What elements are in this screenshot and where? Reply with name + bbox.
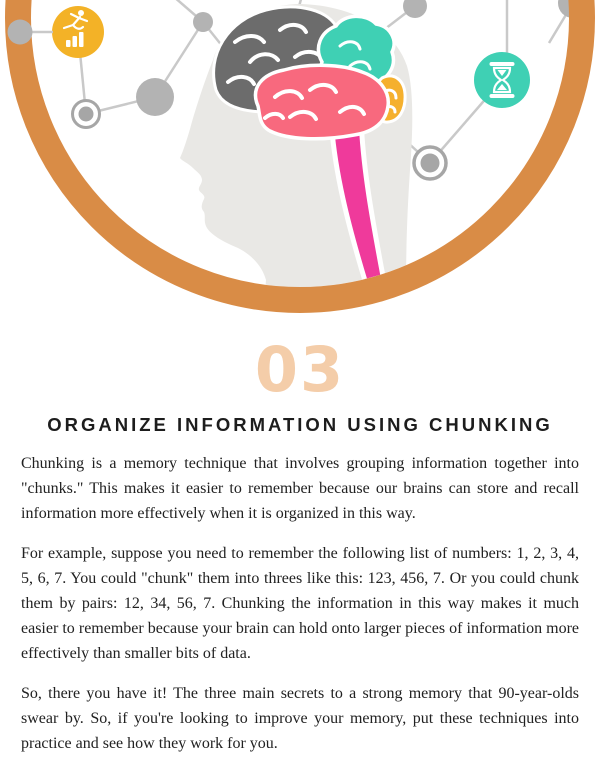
ring-node <box>73 101 100 128</box>
brain-temporal-lobe <box>256 65 389 138</box>
growth-runner-icon <box>52 6 104 58</box>
ring-node <box>414 147 446 179</box>
hourglass-icon <box>474 52 530 108</box>
network-node <box>193 12 213 32</box>
network-node <box>403 0 427 18</box>
step-number: 03 <box>254 333 346 406</box>
network-node <box>136 78 174 116</box>
paragraph-chunking-intro: Chunking is a memory technique that involves grouping information together into "chunks." This makes it easier to remember because our brains can store and recall information more effectively when it is organized in this way. <box>21 455 579 522</box>
hero-illustration <box>0 0 600 330</box>
paragraph-chunking-example: For example, suppose you need to remember the following list of numbers: 1, 2, 3, 4, 5, 6, 7. You could "chunk" them into threes like this: 123, 456, 7. Or you could chunk them by pairs: 12, 34, 56, 7. Chunking the information in this way makes it much easier to remember because your brain can hold onto larger pieces of information more effectively than smaller bits of data. <box>21 545 579 662</box>
paragraph-conclusion: So, there you have it! The three main secrets to a strong memory that 90-year-olds swear by. So, if you're looking to improve your memory, put these techniques into practice and see how they work for you. <box>21 685 579 752</box>
body-text <box>0 451 600 756</box>
brain-network-graphic <box>0 0 600 330</box>
page-title: ORGANIZE INFORMATION USING CHUNKING <box>47 414 553 435</box>
